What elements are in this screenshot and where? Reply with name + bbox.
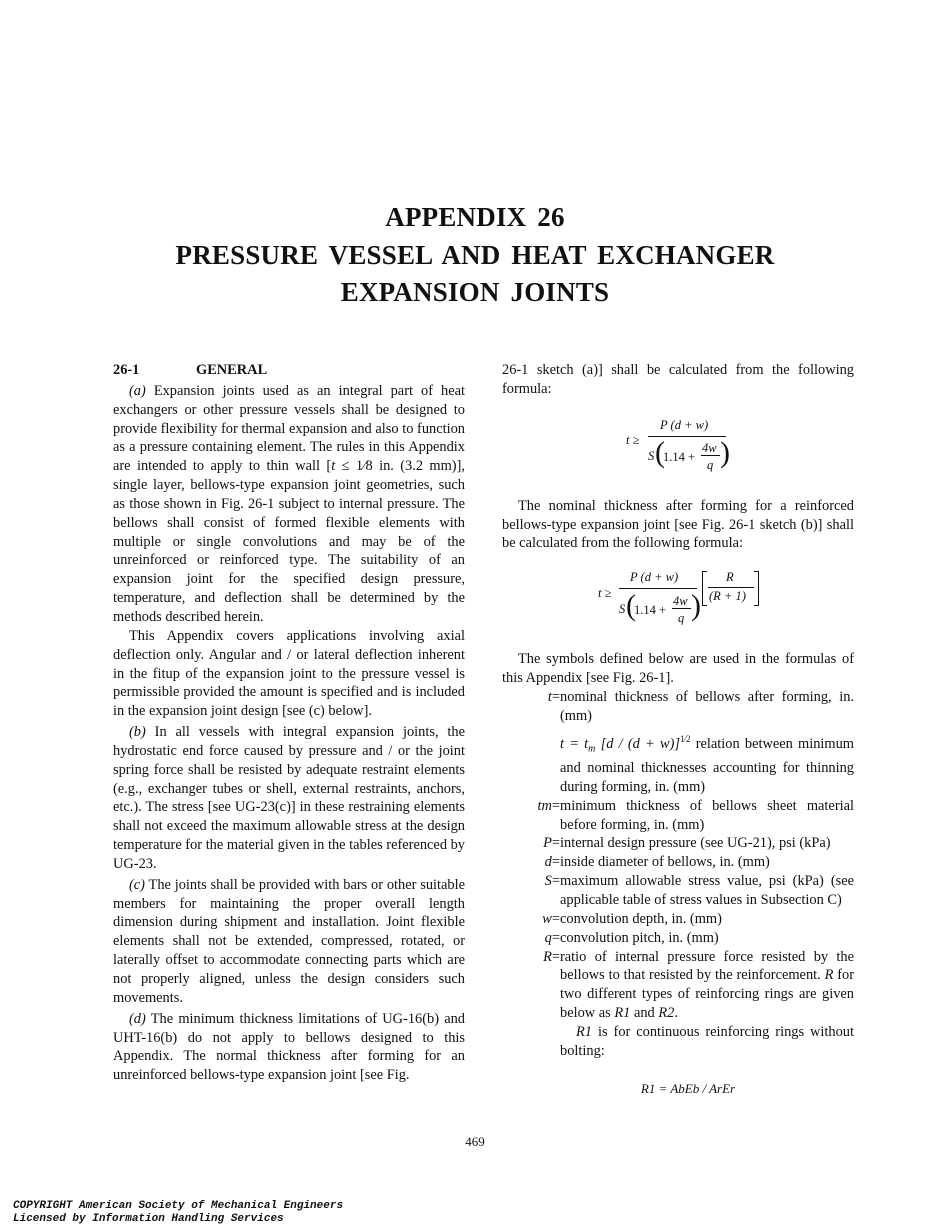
formula2-right-bracket	[754, 571, 759, 606]
formula2-bracket-numerator: R	[726, 570, 734, 585]
def-symbol: t=	[547, 688, 560, 705]
paragraph-axial: This Appendix covers applications involving axial deflection only. Angular and / or lateral deflection inherent in the fitup of the expansion joint to the pressure vessel is permissible provided the amount is specified and is included in the expansion joint design [see (c) below].	[113, 627, 465, 720]
formula1-right-paren: )	[720, 435, 730, 469]
formula2-inner-denominator: q	[678, 611, 685, 626]
def-S	[502, 872, 854, 910]
paragraph-d	[113, 1010, 465, 1085]
formula1-inner-numerator: 4w	[702, 440, 717, 455]
text-a-cont: in. (3.2 mm)], single layer, bellows-type expansion joint geometries, such as those shown in Fig. 26-1 subject to internal pressure. The bellows shall consist of formed flexible elements with multiple or single convolutions and may be of the unreinforced or reinforced type. The suitability of an expansion joint for the specified design pressure, temperature, and deflection shall be determined by the methods described herein.	[113, 458, 465, 625]
title-line-3: EXPANSION JOINTS	[340, 277, 610, 307]
def-text: internal design pressure (see UG-21), psi (kPa)	[560, 835, 831, 852]
relation-sub: m	[588, 743, 596, 755]
paragraph-symbols: The symbols defined below are used in the formulas of this Appendix [see Fig. 26-1].	[502, 651, 854, 687]
def-symbol: d=	[544, 854, 560, 871]
section-number: 26-1	[113, 362, 140, 378]
formula2-denominator-S: S	[619, 602, 626, 617]
def-text: convolution depth, in. (mm)	[560, 910, 722, 927]
formula2-left-paren: (	[626, 589, 636, 623]
R2-symbol: R2	[658, 1005, 675, 1022]
right-column	[502, 361, 854, 1098]
leq-sign: ≤	[335, 458, 356, 475]
paragraph-reinforced: The nominal thickness after forming for a reinforced bellows-type expansion joint [see Fig. 26-1 sketch (b)] shall be calculated from the following formula:	[502, 497, 854, 552]
def-R	[502, 948, 854, 1023]
label-b: (b)	[129, 724, 146, 741]
page-number: 469	[465, 1134, 485, 1149]
def-w	[502, 910, 854, 929]
paragraph-b	[113, 723, 465, 874]
formula1-left-paren: (	[655, 435, 665, 469]
formula1-constant: 1.14 +	[663, 449, 696, 464]
def-symbol: tm=	[537, 797, 560, 814]
title-line-2: PRESSURE VESSEL AND HEAT EXCHANGER	[175, 239, 775, 270]
def-symbol: w=	[542, 910, 560, 927]
left-column	[113, 361, 465, 1085]
formula2-right-paren: )	[691, 589, 701, 623]
def-t	[502, 688, 854, 726]
footer-line-2: Licensed by Information Handling Services	[13, 1213, 284, 1225]
def-symbol: P=	[543, 835, 560, 852]
formula1-numerator: P (d + w)	[660, 417, 709, 432]
fraction-one-eighth: 1⁄8	[355, 458, 373, 475]
def-text: nominal thickness of bellows after forming, in. (mm)	[560, 688, 854, 724]
formula2-numerator: P (d + w)	[630, 570, 679, 585]
footer-line-1: COPYRIGHT American Society of Mechanical Engineers	[13, 1200, 344, 1212]
formula2-inner-numerator: 4w	[673, 594, 688, 609]
relation-bracket: [d / (d + w)]	[595, 735, 680, 752]
formula-unreinforced	[502, 413, 854, 477]
R1-para-symbol: R1	[576, 1023, 592, 1040]
text-d: The minimum thickness limitations of UG-16(b) and UHT-16(b) do not apply to bellows designed to this Appendix. The normal thickness after forming for an unreinforced bellows-type expansion joint [see Fig.	[113, 1010, 466, 1084]
page-title	[0, 199, 950, 312]
formula2-left-bracket	[702, 571, 707, 606]
paragraph-a	[113, 382, 465, 627]
relation-text: relation between minimum and nominal thicknesses accounting for thinning during forming, in. (mm)	[560, 735, 855, 795]
R1-symbol: R1	[614, 1005, 631, 1022]
def-text: convolution pitch, in. (mm)	[560, 929, 719, 946]
def-R1	[502, 1023, 854, 1061]
R1-formula: R1 = AbEb / ArEr	[640, 1080, 736, 1096]
text-c: The joints shall be provided with bars or other suitable members for maintaining the proper overall length dimension during shipment and installation. Joint flexible elements shall not be extended, compressed, rotated, or laterally offset to accommodate connecting parts which are not properly aligned, unless the design considers such movements.	[113, 876, 466, 1006]
formula2-bracket-denominator: (R + 1)	[709, 589, 746, 604]
def-symbol: q=	[544, 929, 560, 946]
def-relation	[502, 730, 854, 797]
formula2-lhs: t ≥	[598, 586, 612, 601]
def-q	[502, 929, 854, 948]
def-symbol: S=	[544, 873, 560, 890]
def-tm	[502, 797, 854, 835]
relation-lhs: t = t	[560, 735, 589, 752]
def-text: maximum allowable stress value, psi (kPa) (see applicable table of stress values in Subsection C)	[560, 873, 854, 909]
relation-exponent: 1⁄2	[679, 733, 691, 744]
def-text: minimum thickness of bellows sheet material before forming, in. (mm)	[560, 797, 854, 833]
t-symbol: t	[331, 458, 336, 475]
paragraph-cont: 26-1 sketch (a)] shall be calculated from the following formula:	[502, 362, 854, 397]
section-title: GENERAL	[196, 362, 268, 378]
formula1-denominator-S: S	[648, 448, 655, 463]
label-a: (a)	[129, 382, 146, 399]
def-d	[502, 853, 854, 872]
formula2-constant: 1.14 +	[634, 603, 667, 618]
formula-reinforced	[502, 565, 854, 631]
def-symbol: R=	[543, 948, 560, 965]
paragraph-c	[113, 876, 465, 1008]
symbol-definitions	[502, 688, 854, 1061]
def-text: ratio of internal pressure force resisted by the bellows to that resisted by the reinforcement. R for two different types of reinforcing rings are given below as R1 and R2.	[560, 948, 854, 1022]
title-line-1: APPENDIX 26	[385, 202, 565, 232]
label-c: (c)	[129, 876, 145, 893]
formula1-inner-denominator: q	[707, 457, 714, 472]
label-d: (d)	[129, 1010, 146, 1027]
formula1-lhs: t ≥	[626, 432, 640, 447]
def-P	[502, 834, 854, 853]
text-b: In all vessels with integral expansion joints, the hydrostatic end force caused by pressure and / or the joint spring force shall be resisted by adequate restraint elements (e.g., exchanger tubes or shell, external restraints, anchors, etc.). The stress [see UG-23(c)] in these restraining elements shall not exceed the maximum allowable stress at the design temperature for the material given in the tables referenced by UG-23.	[113, 724, 466, 872]
def-text: inside diameter of bellows, in. (mm)	[560, 854, 770, 871]
copyright-footer	[13, 1200, 343, 1226]
text-a: Expansion joints used as an integral part of heat exchangers or other pressure vessels shall be designed to provide flexibility for thermal expansion and also to function as a pressure containing element. The rules in this Appendix are intended to apply to thin wall [	[113, 382, 465, 475]
R1-para-text: is for continuous reinforcing rings without bolting:	[560, 1023, 854, 1059]
section-heading	[113, 361, 465, 380]
